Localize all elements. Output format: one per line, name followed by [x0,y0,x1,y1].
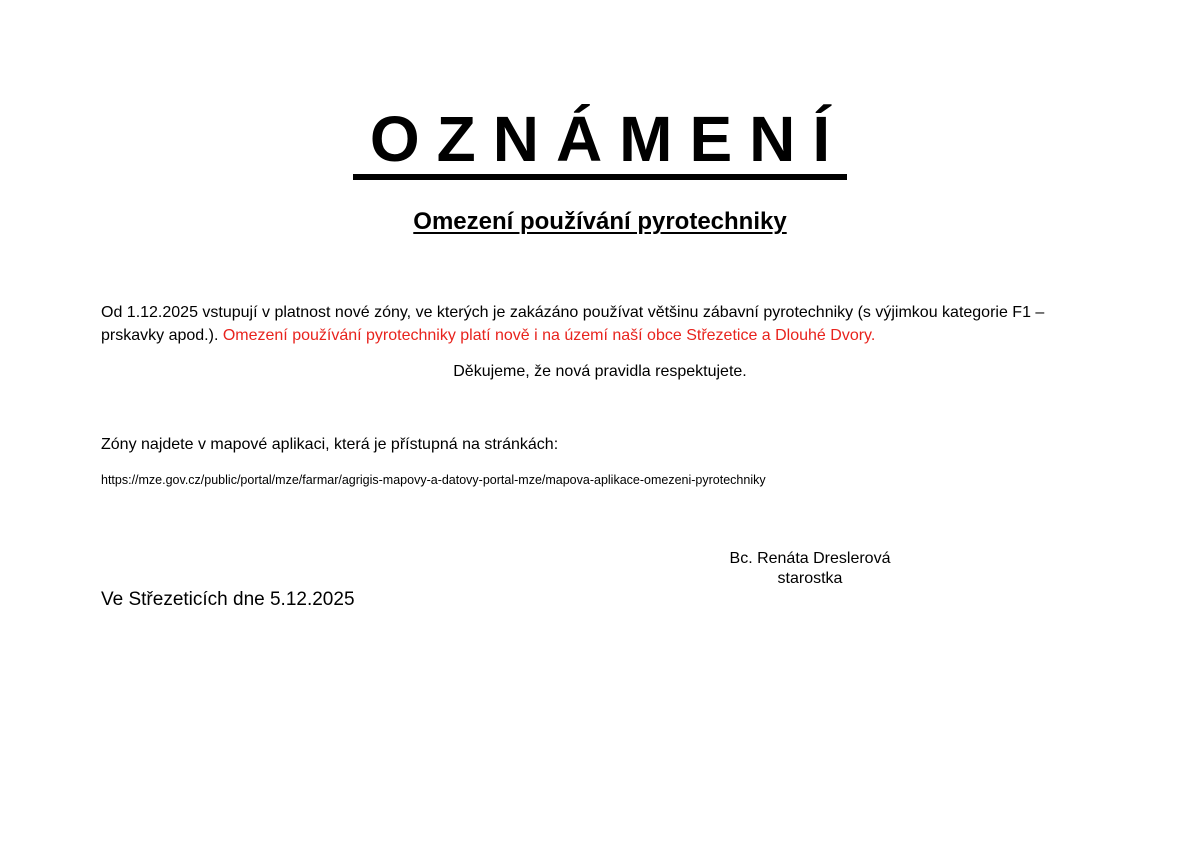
subtitle-container [0,207,1200,237]
map-app-url: https://mze.gov.cz/public/portal/mze/farmar/agrigis-mapovy-a-datovy-portal-mze/mapova-aplikace-omezeni-pyrotechniky [101,473,766,487]
signer-role: starostka [777,570,843,587]
thanks-text: Děkujeme, že nová pravidla respektujete. [453,363,747,380]
zones-intro-text: Zóny najdete v mapové aplikaci, která je přístupná na stránkách: [101,436,559,453]
announcement-paragraph [101,301,1101,347]
signer-name: Bc. Renáta Dreslerová [729,550,891,567]
announcement-highlight: Omezení používání pyrotechniky platí nově i na území naší obce Střezetice a Dlouhé Dvory. [222,327,876,344]
place-date: Ve Střezeticích dne 5.12.2025 [101,589,355,610]
title-container [0,104,1200,180]
page-subtitle: Omezení používání pyrotechniky [413,208,787,235]
announcement-text: Od 1.12.2025 vstupují v platnost nové zóny, ve kterých je zakázáno používat většinu zábavní pyrotechniky (s výjimkou kategorie F1 – prskavky apod.). [101,304,1045,344]
page-title: OZNÁMENÍ [353,104,847,180]
signature-block [690,549,930,589]
